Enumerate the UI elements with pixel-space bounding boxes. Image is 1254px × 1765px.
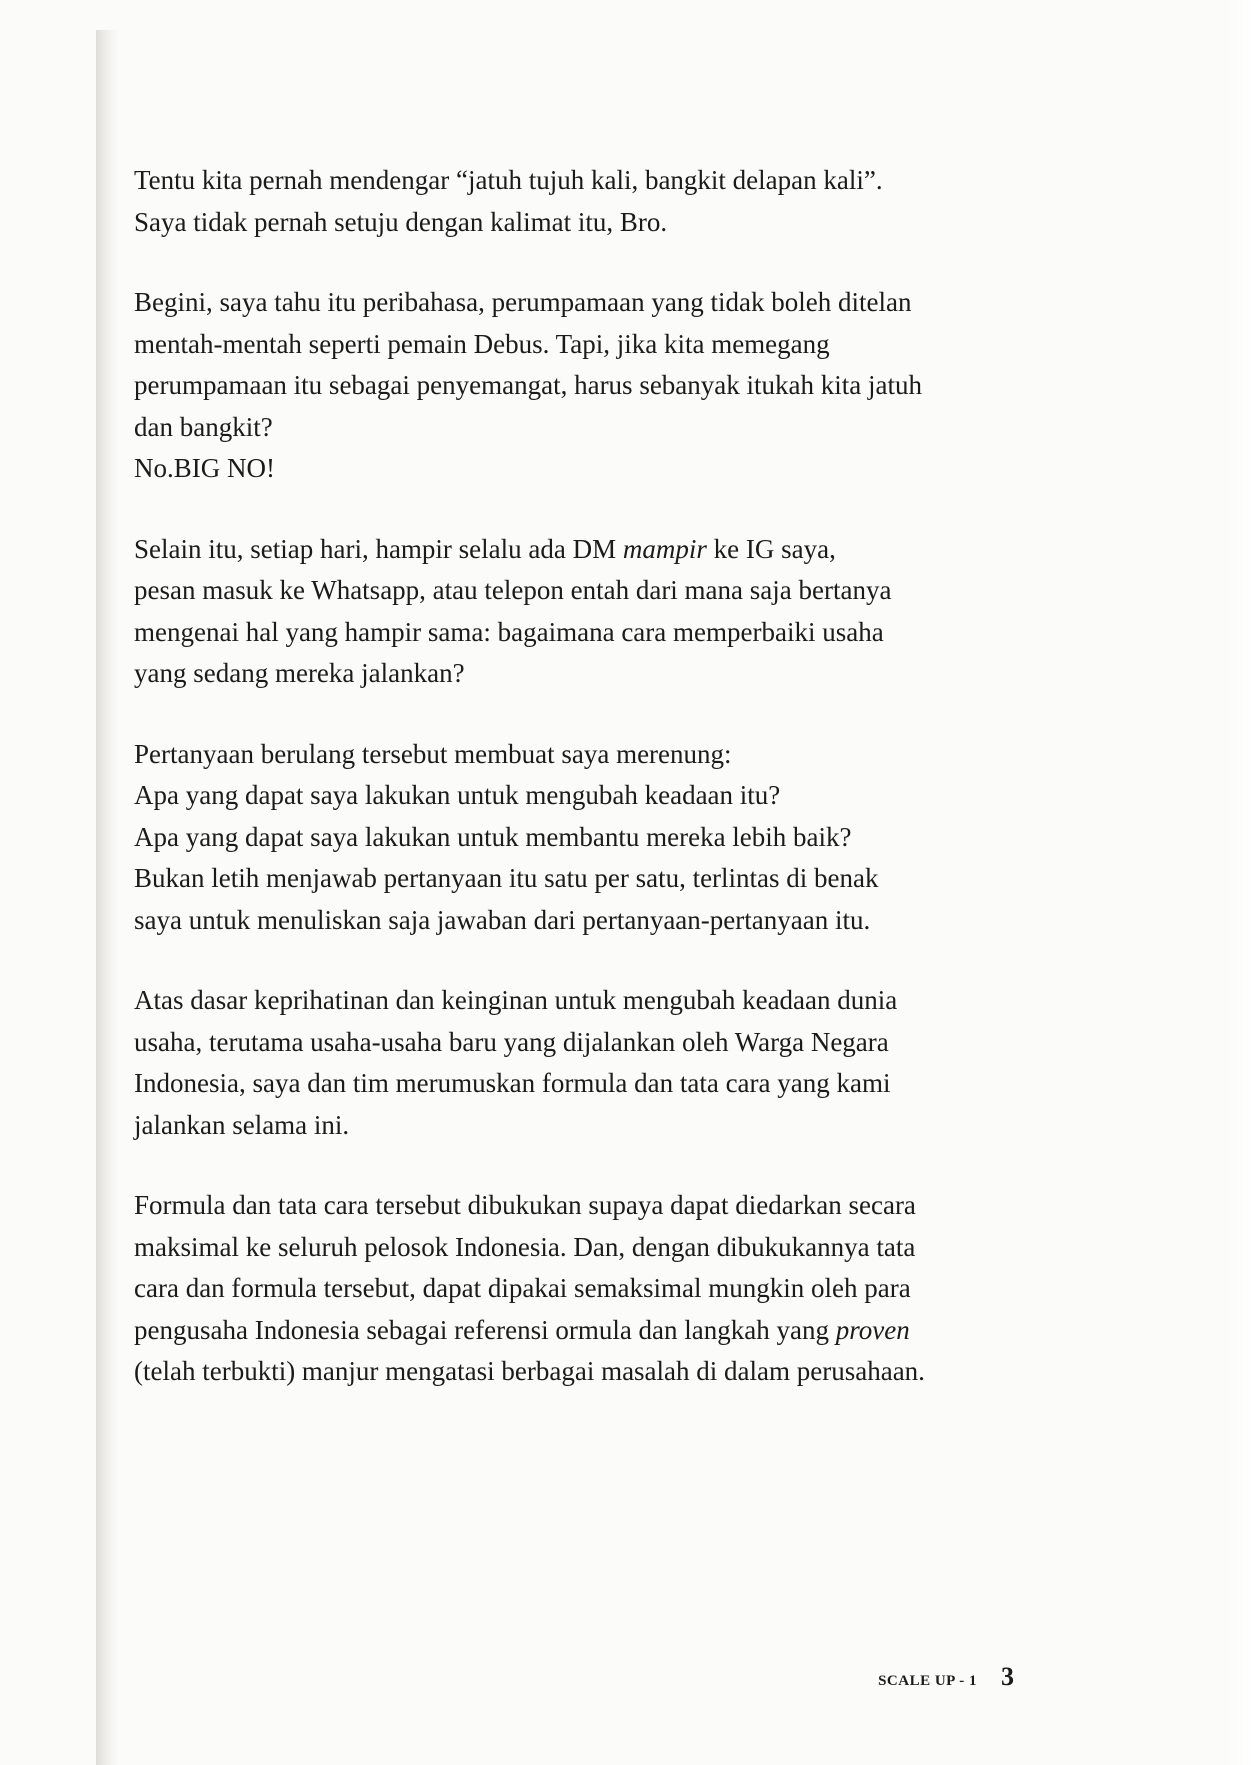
text-line: perumpamaan itu sebagai penyemangat, harus sebanyak itukah kita jatuh — [134, 370, 922, 400]
text-line: Indonesia, saya dan tim merumuskan formula dan tata cara yang kami — [134, 1068, 891, 1098]
body-text — [134, 160, 1064, 1432]
text-line — [134, 1310, 1064, 1352]
text-line: Bukan letih menjawab pertanyaan itu satu per satu, terlintas di benak — [134, 863, 879, 893]
text-run: pengusaha Indonesia sebagai referensi ormula dan langkah yang — [134, 1314, 836, 1345]
running-head: SCALE UP - 1 — [878, 1673, 977, 1689]
text-line: Atas dasar keprihatinan dan keinginan untuk mengubah keadaan dunia — [134, 985, 898, 1015]
paragraph-5 — [134, 980, 1064, 1146]
text-line: pesan masuk ke Whatsapp, atau telepon entah dari mana saja bertanya — [134, 575, 892, 605]
paragraph-3 — [134, 529, 1064, 695]
paragraph-2 — [134, 282, 1064, 490]
paragraph-6 — [134, 1185, 1064, 1393]
text-line: cara dan formula tersebut, dapat dipakai semaksimal mungkin oleh para — [134, 1273, 911, 1303]
text-line: No.BIG NO! — [134, 453, 275, 483]
text-line: maksimal ke seluruh pelosok Indonesia. Dan, dengan dibukukannya tata — [134, 1231, 916, 1262]
text-line: Begini, saya tahu itu peribahasa, perumpamaan yang tidak boleh ditelan — [134, 287, 912, 317]
page-gutter-shadow — [96, 30, 118, 1765]
page-footer — [878, 1662, 1014, 1692]
text-line: Formula dan tata cara tersebut dibukukan supaya dapat diedarkan secara — [134, 1190, 916, 1220]
text-line: Apa yang dapat saya lakukan untuk mengubah keadaan itu? — [134, 780, 781, 810]
text-line: usaha, terutama usaha-usaha baru yang dijalankan oleh Warga Negara — [134, 1026, 889, 1057]
text-line: saya untuk menuliskan saja jawaban dari pertanyaan-pertanyaan itu. — [134, 904, 871, 935]
text-line: jalankan selama ini. — [134, 1109, 350, 1140]
text-line: Pertanyaan berulang tersebut membuat saya merenung: — [134, 738, 732, 769]
italic-word: proven — [835, 1314, 910, 1345]
text-line: yang sedang mereka jalankan? — [134, 658, 465, 688]
text-line: mentah-mentah seperti pemain Debus. Tapi, jika kita memegang — [134, 328, 830, 359]
text-line: (telah terbukti) manjur mengatasi berbagai masalah di dalam perusahaan. — [134, 1356, 925, 1386]
text-run: ke IG saya, — [706, 533, 836, 564]
text-line: Saya tidak pernah setuju dengan kalimat itu, Bro. — [134, 206, 668, 237]
text-run: Selain itu, setiap hari, hampir selalu ada DM — [134, 533, 623, 564]
text-line — [134, 529, 1064, 571]
text-line: mengenai hal yang hampir sama: bagaimana cara memperbaiki usaha — [134, 616, 884, 647]
text-line: Apa yang dapat saya lakukan untuk membantu mereka lebih baik? — [134, 821, 852, 852]
text-line: Tentu kita pernah mendengar “jatuh tujuh kali, bangkit delapan kali”. — [134, 165, 883, 195]
paragraph-1 — [134, 160, 1064, 243]
page-number: 3 — [1001, 1662, 1014, 1691]
text-line: dan bangkit? — [134, 411, 273, 442]
paragraph-4 — [134, 734, 1064, 942]
page-edge — [1226, 0, 1254, 1765]
italic-word: mampir — [622, 533, 707, 564]
